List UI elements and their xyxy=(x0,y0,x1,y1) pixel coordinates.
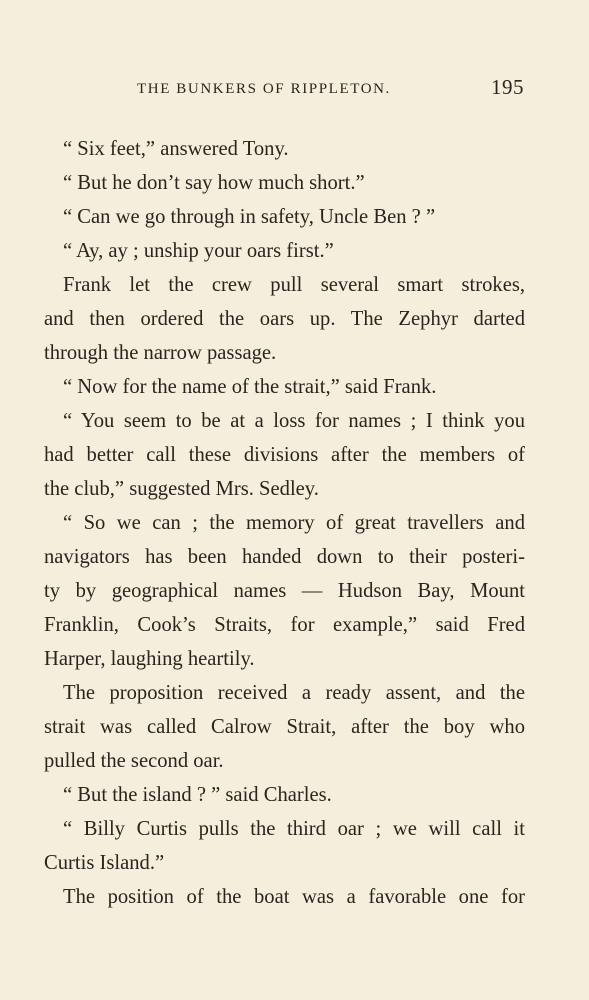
text-line: “ So we can ; the memory of great travellers and xyxy=(63,512,525,534)
running-title: THE BUNKERS OF RIPPLETON. xyxy=(137,81,391,97)
running-header xyxy=(44,75,524,102)
text-line: “ But he don’t say how much short.” xyxy=(63,172,365,194)
text-line: the club,” suggested Mrs. Sedley. xyxy=(44,478,319,500)
text-line: Curtis Island.” xyxy=(44,852,165,874)
text-line: Harper, laughing heartily. xyxy=(44,648,255,670)
text-line: “ Ay, ay ; unship your oars first.” xyxy=(63,240,334,262)
text-line: and then ordered the oars up. The Zephyr darted xyxy=(44,308,525,330)
text-line: Franklin, Cook’s Straits, for example,” said Fred xyxy=(44,614,525,636)
text-line: “ Can we go through in safety, Uncle Ben ? ” xyxy=(63,206,436,228)
text-line: The proposition received a ready assent, and the xyxy=(63,682,525,704)
text-line: “ But the island ? ” said Charles. xyxy=(63,784,332,806)
text-line: “ Now for the name of the strait,” said Frank. xyxy=(63,376,437,398)
text-line: The position of the boat was a favorable one for xyxy=(63,886,525,908)
text-line: “ Six feet,” answered Tony. xyxy=(63,138,289,160)
text-line: pulled the second oar. xyxy=(44,750,224,772)
text-line: had better call these divisions after the members of xyxy=(44,444,525,466)
text-line: ty by geographical names — Hudson Bay, Mount xyxy=(44,580,525,602)
text-line: navigators has been handed down to their posteri- xyxy=(44,546,525,568)
text-line: “ Billy Curtis pulls the third oar ; we will call it xyxy=(63,818,525,840)
text-line: through the narrow passage. xyxy=(44,342,277,364)
text-line: “ You seem to be at a loss for names ; I think you xyxy=(63,410,525,432)
page-number: 195 xyxy=(491,75,524,99)
text-line: strait was called Calrow Strait, after the boy who xyxy=(44,716,525,738)
text-line: Frank let the crew pull several smart strokes, xyxy=(63,274,525,296)
